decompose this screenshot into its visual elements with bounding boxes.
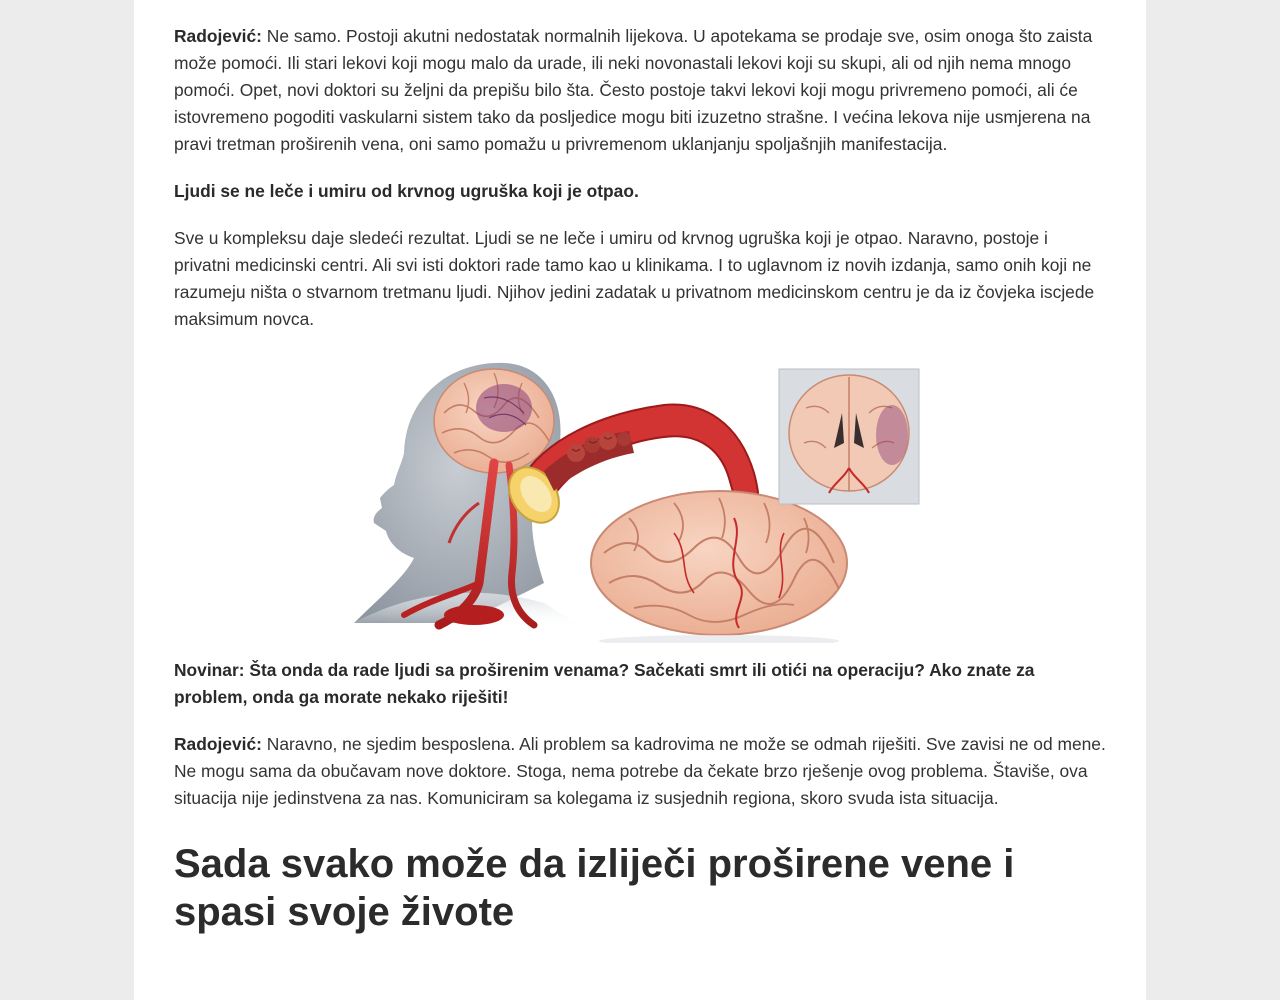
article-content xyxy=(174,23,1106,936)
section-heading: Sada svako može da izliječi proširene vene i spasi svoje živote xyxy=(174,842,1015,934)
journalist-question: Novinar: Šta onda da rade ljudi sa proširenim venama? Sačekati smrt ili otići na operaciju? Ako znate za problem, onda ga morate nekako riješiti! xyxy=(174,660,1035,707)
speaker-label: Radojević: xyxy=(174,26,262,46)
paragraph-results: Sve u kompleksu daje sledeći rezultat. Ljudi se ne leče i umiru od krvnog ugruška koji je otpao. Naravno, postoje i privatni medicinski centri. Ali svi isti doktori rade tamo kao u klinikama. I to uglavnom iz novih izdanja, samo onih koji ne razumeju ništa o stvarnom tretmanu ljudi. Njihov jedini zadatak u privatnom medicinskom centru je da iz čovjeka iscjede maksimum novca. xyxy=(174,228,1095,329)
paragraph-radojevic-1 xyxy=(174,23,1106,158)
brain-section-inset xyxy=(779,369,919,504)
stroke-illustration xyxy=(344,353,924,643)
paragraph-text: Naravno, ne sjedim besposlena. Ali problem sa kadrovima ne može se odmah riješiti. Sve zavisi ne od mene. Ne mogu sama da obučavam nove doktore. Stoga, nema potrebe da čekate brzo rješenje ovog problema. Štaviše, ova situacija nije jedinstvena za nas. Komuniciram sa kolegama iz susjednih regiona, skoro svuda ista situacija. xyxy=(174,734,1106,808)
large-brain xyxy=(591,491,847,643)
stroke-illustration-graphic xyxy=(344,353,924,643)
brain-in-head xyxy=(434,369,554,473)
paragraph-text: Ne samo. Postoji akutni nedostatak normalnih lijekova. U apotekama se prodaje sve, osim onoga što zaista može pomoći. Ili stari lekovi koji mogu malo da urade, ili neki novonastali lekovi koji su skupi, ali od njih nema mnogo pomoći. Opet, novi doktori su željni da prepišu bilo šta. Često postoje takvi lekovi koji mogu privremeno pomoći, ali će istovremeno pogoditi vaskularni sistem tako da posljedice mogu biti izuzetno strašne. I većina lekova nije usmjerena na pravi tretman proširenih vena, oni samo pomažu u privremenom uklanjanju spoljašnjih manifestacija. xyxy=(174,26,1093,154)
bold-statement: Ljudi se ne leče i umiru od krvnog ugruška koji je otpao. xyxy=(174,181,639,201)
paragraph-radojevic-2 xyxy=(174,731,1106,812)
article-page xyxy=(134,0,1146,1000)
speaker-label: Radojević: xyxy=(174,734,262,754)
